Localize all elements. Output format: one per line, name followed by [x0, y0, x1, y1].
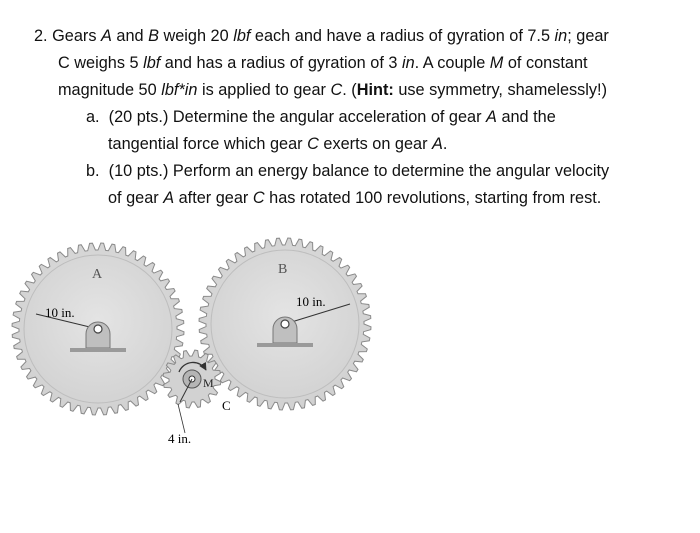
text: ; gear [567, 27, 609, 45]
text: (20 pts.) Determine the angular acceleration of gear [108, 108, 487, 126]
var-m: M [489, 54, 504, 72]
gear-b [199, 238, 371, 410]
gear-b-pin [281, 320, 289, 328]
gear-b-label: B [278, 262, 288, 277]
unit: lbf [143, 54, 161, 72]
unit: in [554, 27, 568, 45]
gear-c-label: C [222, 398, 231, 413]
text: exerts on gear [318, 135, 433, 153]
var-a: A [486, 108, 497, 126]
text: of gear [108, 189, 164, 207]
text: . A couple [414, 54, 490, 72]
text: is applied to gear [197, 81, 331, 99]
part-a-label: a. [86, 108, 100, 126]
var-c: C [252, 189, 265, 207]
unit: lbf [233, 27, 251, 45]
unit: in [401, 54, 415, 72]
text: and the [496, 108, 556, 126]
var-c: C [307, 135, 319, 153]
text: Gears [52, 27, 101, 45]
gear-a-ground [70, 348, 126, 352]
gear-c-radius-label: 4 in. [168, 431, 192, 446]
hint-label: Hint: [356, 81, 394, 99]
gear-a [12, 243, 184, 415]
couple-label: M [203, 376, 214, 390]
text: (10 pts.) Perform an energy balance to determine the angular velocity [108, 162, 610, 180]
gear-a-pin [94, 325, 102, 333]
gear-c-leader [178, 404, 185, 433]
var-c: C [330, 81, 343, 99]
gear-a-label: A [92, 267, 103, 282]
gear-b-ground [257, 343, 313, 347]
text: weigh 20 [158, 27, 234, 45]
text: each and have a radius of gyration of 7.5 [250, 27, 555, 45]
problem-number: 2. [34, 27, 48, 45]
text: . [442, 135, 448, 153]
text: . ( [342, 81, 357, 99]
text: tangential force which gear [108, 135, 308, 153]
var-a: A [432, 135, 443, 153]
text: magnitude 50 [58, 81, 162, 99]
text: and has a radius of gyration of 3 [160, 54, 402, 72]
text: use symmetry, shamelessly!) [393, 81, 608, 99]
text: after gear [174, 189, 253, 207]
var-b: B [148, 27, 159, 45]
var-a: A [101, 27, 112, 45]
text: of constant [503, 54, 588, 72]
text: and [111, 27, 149, 45]
var-c: C [58, 54, 70, 72]
text: has rotated 100 revolutions, starting from rest. [264, 189, 602, 207]
gear-a-radius-label: 10 in. [45, 305, 75, 320]
var-a: A [163, 189, 175, 207]
gear-b-radius-label: 10 in. [296, 294, 326, 309]
text: weighs 5 [69, 54, 144, 72]
part-b-label: b. [86, 162, 100, 180]
unit: lbf*in [161, 81, 198, 99]
